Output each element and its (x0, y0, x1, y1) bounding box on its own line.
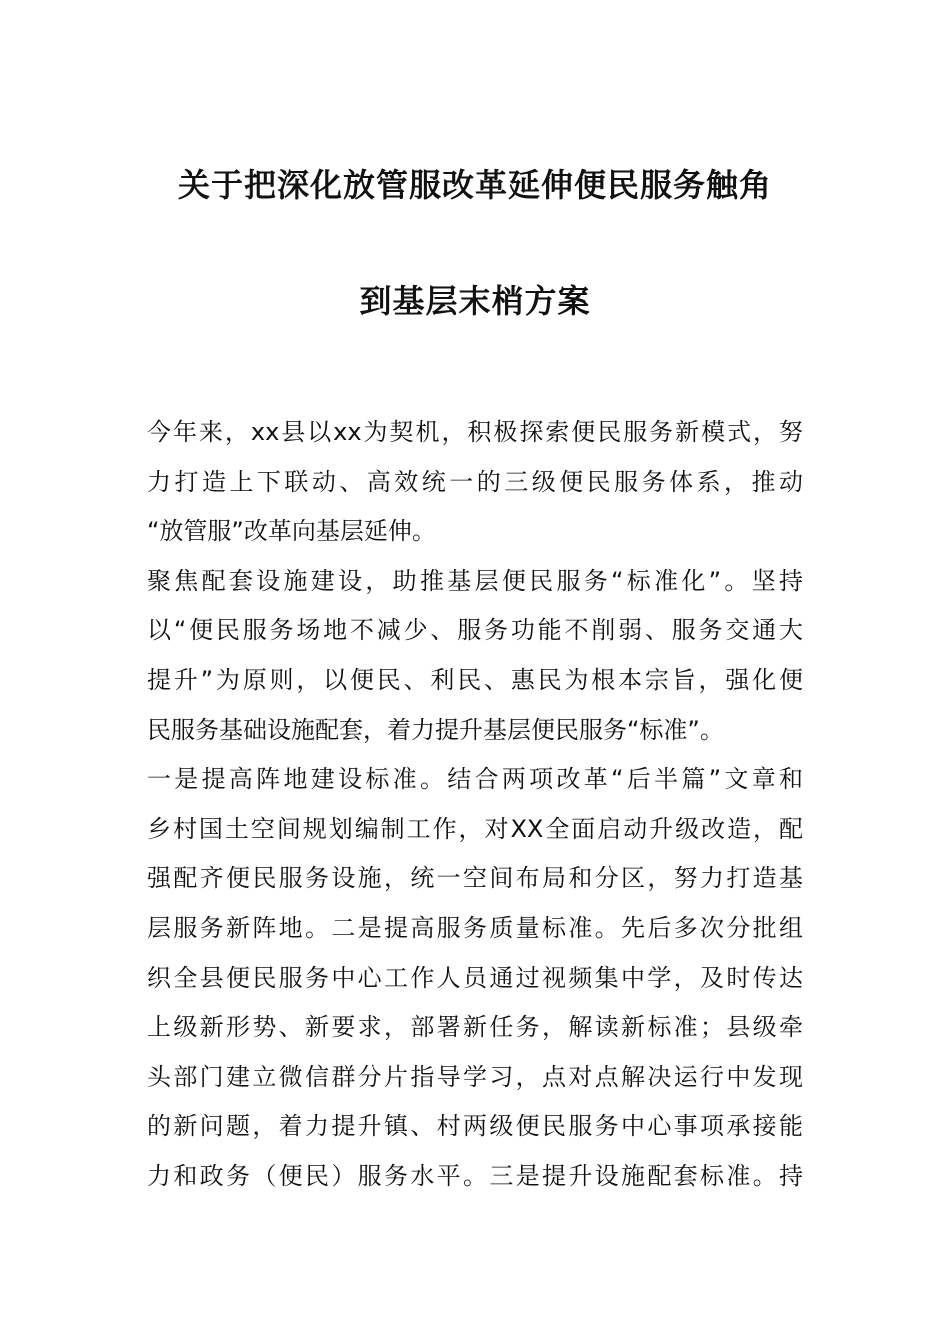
text-line: 织全县便民服务中心工作人员通过视频集中学，及时传达 (147, 963, 803, 992)
text-line: “放管服”改革向基层延伸。 (147, 517, 436, 546)
text-line: 层服务新阵地。二是提高服务质量标准。先后多次分批组 (147, 913, 803, 942)
text-line: 乡村国土空间规划编制工作，对XX全面启动升级改造，配 (147, 814, 803, 843)
text-line: 力打造上下联动、高效统一的三级便民服务体系，推动 (147, 467, 803, 496)
text-line: 民服务基础设施配套，着力提升基层便民服务“标准”。 (147, 715, 724, 744)
text-line: 上级新形势、新要求，部署新任务，解读新标准；县级牵 (147, 1013, 803, 1042)
text-line: 的新问题，着力提升镇、村两级便民服务中心事项承接能 (147, 1112, 803, 1141)
text-line: 强配齐便民服务设施，统一空间布局和分区，努力打造基 (147, 864, 803, 893)
text-line: 头部门建立微信群分片指导学习，点对点解决运行中发现 (147, 1062, 803, 1091)
text-line: 今年来，xx县以xx为契机，积极探索便民服务新模式，努 (147, 418, 803, 446)
text-line: 一是提高阵地建设标准。结合两项改革“后半篇”文章和 (147, 765, 803, 794)
paragraph (147, 561, 803, 759)
text-line: 提升”为原则，以便民、利民、惠民为根本宗旨，强化便 (147, 665, 803, 694)
document-body (147, 412, 803, 1206)
document-title-line-1: 关于把深化放管服改革延伸便民服务触角 (177, 166, 772, 204)
text-line: 以“便民服务场地不减少、服务功能不削弱、服务交通大 (147, 616, 803, 645)
paragraph (147, 412, 803, 561)
text-line: 力和政务（便民）服务水平。三是提升设施配套标准。持 (147, 1161, 803, 1190)
document-title-line-2: 到基层末梢方案 (359, 282, 591, 320)
paragraph (147, 759, 803, 1205)
text-line: 聚焦配套设施建设，助推基层便民服务“标准化”。坚持 (147, 566, 803, 595)
